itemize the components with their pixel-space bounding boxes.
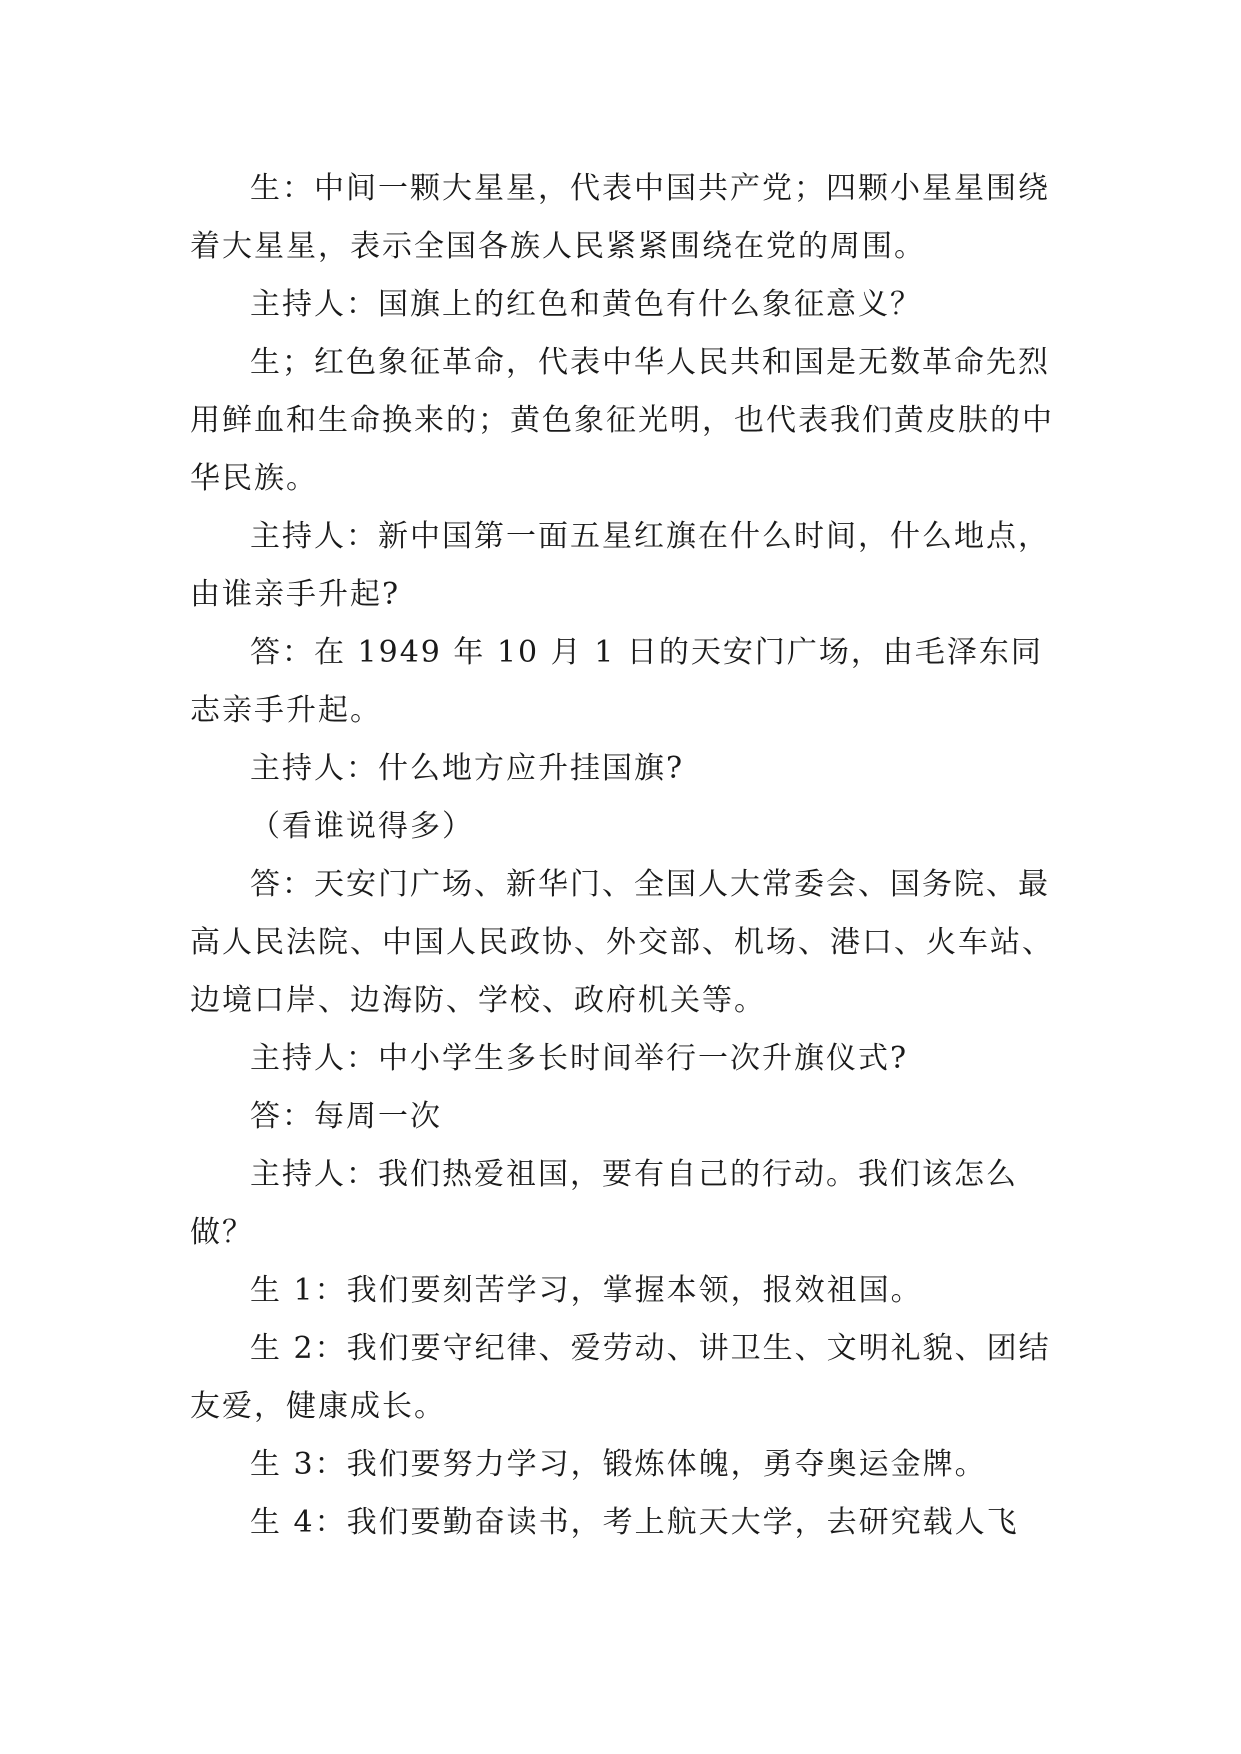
paragraph: 生；红色象征革命，代表中华人民共和国是无数革命先烈用鲜血和生命换来的；黄色象征光明，也代表我们黄皮肤的中华民族。 xyxy=(190,345,1054,496)
paragraph: 生 3：我们要努力学习，锻炼体魄，勇夺奥运金牌。 xyxy=(250,1447,987,1482)
paragraph: 生 4：我们要勤奋读书，考上航天大学，去研究载人飞 xyxy=(250,1505,1019,1540)
paragraph: 生：中间一颗大星星，代表中国共产党；四颗小星星围绕着大星星，表示全国各族人民紧紧围绕在党的周围。 xyxy=(190,171,1050,264)
paragraph: 生 2：我们要守纪律、爱劳动、讲卫生、文明礼貌、团结友爱，健康成长。 xyxy=(190,1331,1051,1424)
paragraph: 主持人：什么地方应升挂国旗? xyxy=(250,751,685,786)
document-body xyxy=(190,160,1060,1552)
paragraph: 答：每周一次 xyxy=(250,1099,442,1134)
paragraph: 主持人：新中国第一面五星红旗在什么时间，什么地点，由谁亲手升起? xyxy=(190,519,1050,612)
paragraph: （看谁说得多） xyxy=(250,809,474,844)
paragraph: 生 1：我们要刻苦学习，掌握本领，报效祖国。 xyxy=(250,1273,923,1308)
paragraph: 主持人：国旗上的红色和黄色有什么象征意义？ xyxy=(250,287,922,322)
paragraph: 主持人：中小学生多长时间举行一次升旗仪式? xyxy=(250,1041,909,1076)
paragraph: 答：在 1949 年 10 月 1 日的天安门广场，由毛泽东同志亲手升起。 xyxy=(190,635,1043,728)
paragraph: 答：天安门广场、新华门、全国人大常委会、国务院、最高人民法院、中国人民政协、外交部、机场、港口、火车站、边境口岸、边海防、学校、政府机关等。 xyxy=(190,867,1054,1018)
paragraph: 主持人：我们热爱祖国，要有自己的行动。我们该怎么做？ xyxy=(190,1157,1018,1250)
